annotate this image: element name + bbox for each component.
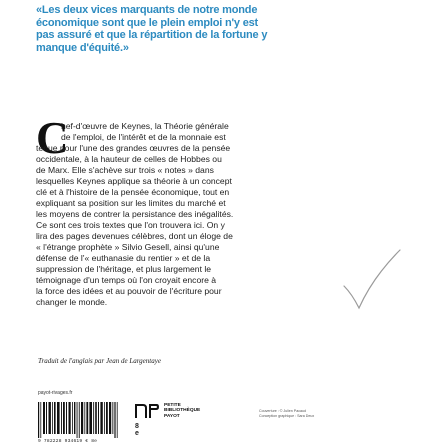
blurb-line: clé et à l'histoire de la pensée économique, tout en <box>36 187 230 197</box>
blurb-line: défense de l'« euthanasie du rentier » et de la <box>36 253 211 263</box>
publisher-logo-icon <box>133 402 161 420</box>
blurb-line: la force des idées et au pouvoir de l'écriture pour <box>36 286 222 296</box>
blurb-body <box>36 121 326 308</box>
publisher-website: payot-rivages.fr <box>38 390 73 396</box>
blurb-line: témoignage d'un temps où l'on croyait encore à <box>36 275 217 285</box>
translator-credit: Traduit de l'anglais par Jean de Largentaye <box>38 357 161 365</box>
blurb-line: « l'étrange prophète » Silvio Gesell, ainsi qu'une <box>36 242 220 252</box>
checkmark-icon <box>342 248 402 310</box>
credit-line: Conception graphique : Sara Deux <box>259 413 315 418</box>
blurb-line: de l'emploi, de l'intérêt et de la monnaie est <box>61 132 226 142</box>
quote-line: économique sont que le plein emploi n'y est <box>36 16 258 29</box>
quote-line: pas assuré et que la répartition de la fortune y <box>36 29 268 42</box>
back-cover-footer <box>0 380 445 445</box>
blurb-line: Ce sont ces trois textes que l'on trouvera ici. On y <box>36 220 225 230</box>
series-code: 8 e <box>135 423 139 437</box>
barcode-icon <box>38 402 124 438</box>
isbn-number: 9 782228 934619 € 8e <box>38 439 98 444</box>
drop-cap-letter: C <box>36 113 69 163</box>
blurb-line: les moyens de contrer la persistance des inégalités. <box>36 209 234 219</box>
credit-line: Couverture : © Julien Pacaud <box>259 409 306 413</box>
blurb-line: lesquelles Keynes applique sa théorie à un concept <box>36 176 232 186</box>
blurb-line: lira des pages devenues célèbres, dont un éloge de <box>36 231 233 241</box>
publisher-logo-text: PETITE BIBLIOTHÈQUE PAYOT <box>164 403 201 419</box>
blurb-line: expliquant sa position sur les limites du marché et <box>36 198 226 208</box>
blurb-line: suppression de l'héritage, et plus largement le <box>36 264 212 274</box>
cover-credits <box>259 409 349 418</box>
blurb-line: de Marx. Elle s'achève sur trois « notes » dans <box>36 165 214 175</box>
quote-line: manque d'équité.» <box>36 41 129 54</box>
back-cover-quote <box>36 4 326 54</box>
blurb-line: hef-d'œuvre de Keynes, la Théorie générale <box>61 121 229 131</box>
blurb-line: tenue pour l'une des grandes œuvres de la pensée <box>36 143 231 153</box>
quote-line: «Les deux vices marquants de notre monde <box>36 4 258 16</box>
blurb-line: changer le monde. <box>36 297 108 307</box>
blurb-line: occidentale, à la hauteur de celles de Hobbes ou <box>36 154 222 164</box>
